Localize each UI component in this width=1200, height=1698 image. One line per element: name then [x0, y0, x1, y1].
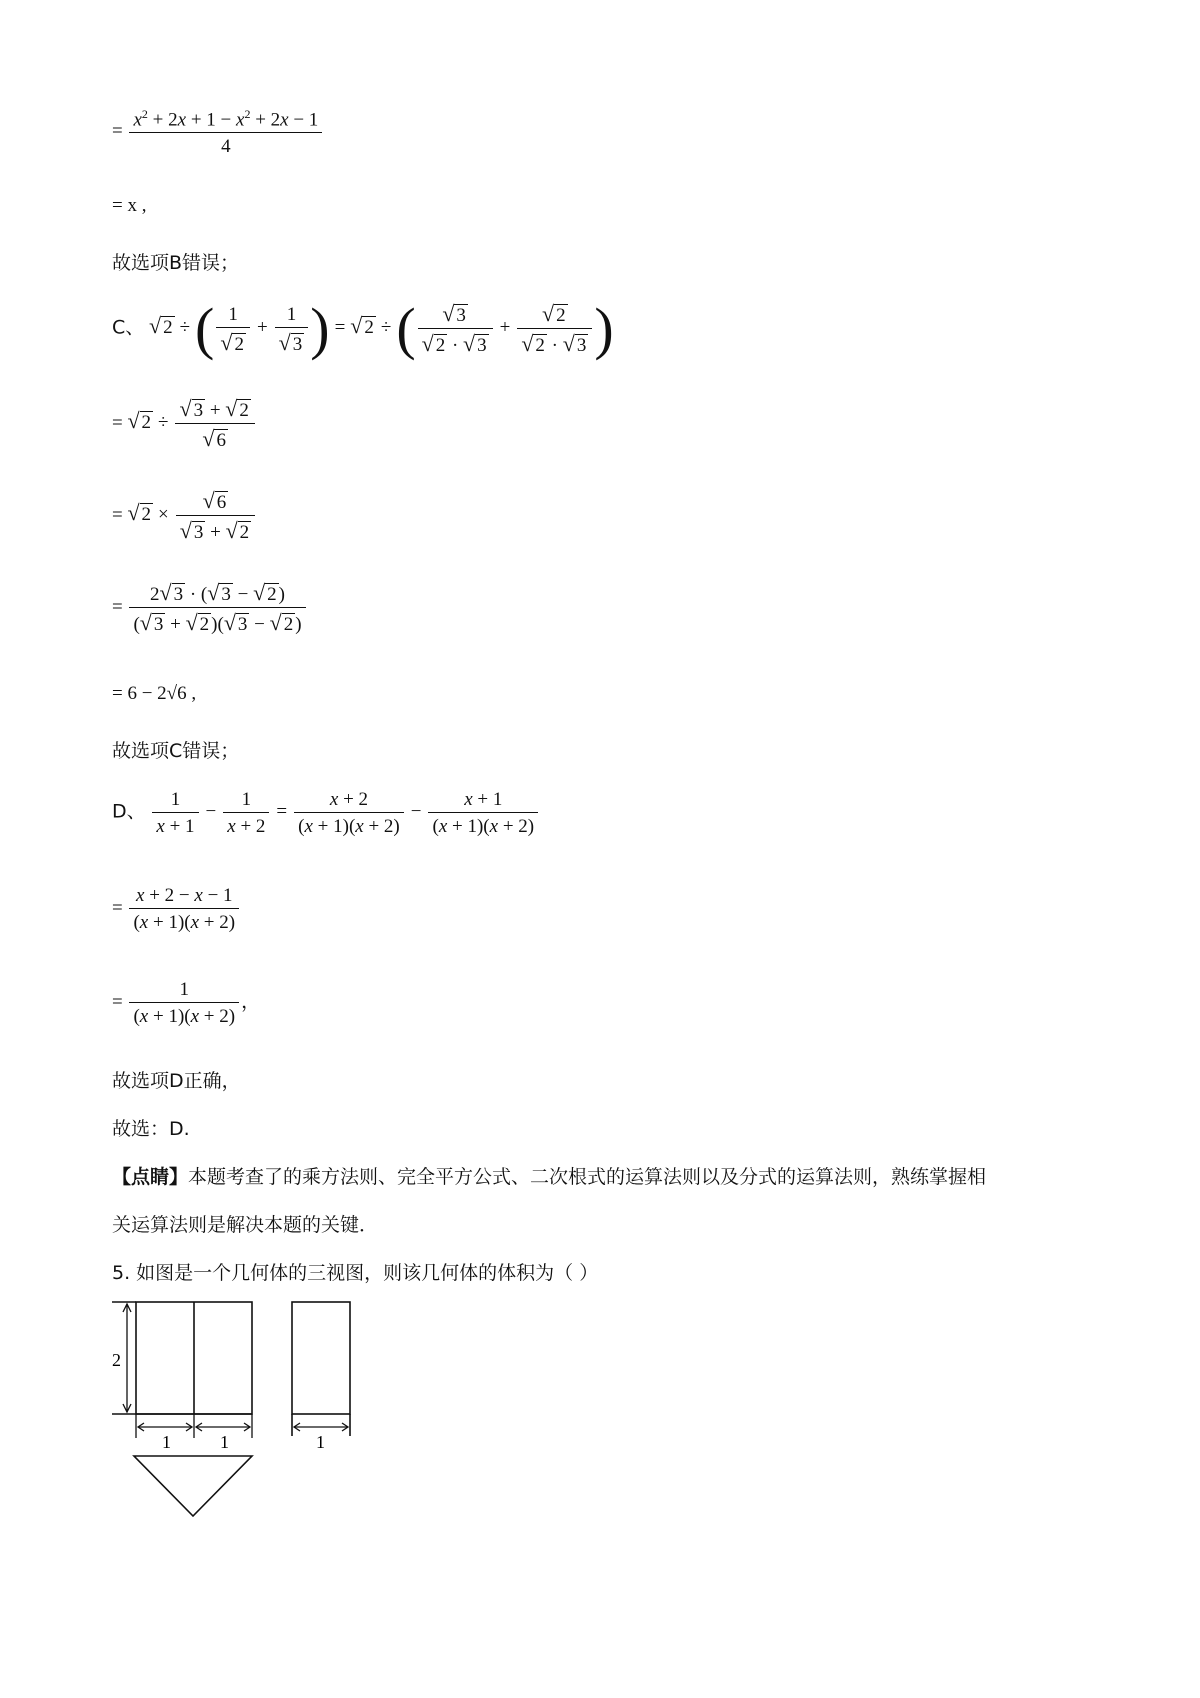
c-step-4: = $\frac{2√ 3 \cdot (√ 3 - √ 2 )}{(√ 3 + √ 2 )(√ 3 - √ 2 )}$	[112, 582, 308, 634]
c-label: C、	[112, 316, 145, 339]
top-view-triangle	[134, 1456, 252, 1516]
c-conclusion: 故选项C错误；	[112, 740, 240, 762]
c-step-2: = √ 2 ÷ $\frac{√ 3 + √ 2}{√ 6}$	[112, 398, 257, 450]
front-view	[112, 1302, 252, 1414]
b-conclusion: 故选项B错误；	[112, 252, 240, 274]
width-right-label: 1	[220, 1432, 229, 1452]
width-left-label: 1	[162, 1432, 171, 1452]
width-dimension	[136, 1414, 252, 1438]
height-label: 2	[112, 1350, 121, 1370]
b-result: = x ,	[112, 195, 147, 216]
three-view-figure	[112, 1290, 372, 1520]
d-step-1: D、 $\frac{1}{x + 1}$ − $\frac{1}{x + 2}$ = $\frac{x + 2}{(x + 1)(x + 2)}$ − $\frac{x + 1}{(x + 1)(x + 2)}$	[112, 790, 540, 836]
c-result: = 6 − 2√6 ,	[112, 683, 197, 704]
side-width-label: 1	[316, 1432, 325, 1452]
c-step-3: = √ 2 × $\frac{√ 6}{√ 3 + √ 2}$	[112, 490, 257, 542]
c-step-1: C、 √ 2 ÷( $\frac{1}{√ 2}$ + $\frac{1}{√ 3}$ ) = √ 2 ÷( $\frac{√ 3}{√ 2 \cdot √ 3}$ + $\frac{√ 2}{√ 2 \cdot √ 3}$ )	[112, 296, 614, 361]
d-step-2: = $\frac{x + 2 - x - 1}{(x + 1)(x + 2)}$	[112, 886, 241, 932]
side-view	[292, 1302, 350, 1436]
comment-tag: 【点睛】	[112, 1166, 189, 1188]
d-step-3: = $\frac{1}{(x + 1)(x + 2)}$ ，	[112, 979, 261, 1027]
d-conclusion: 故选项D正确，	[112, 1070, 241, 1092]
question-5: 5. 如图是一个几何体的三视图，则该几何体的体积为（ ）	[112, 1262, 599, 1284]
comment-line-1: 【点睛】本题考查了的乘方法则、完全平方公式、二次根式的运算法则以及分式的运算法则，熟练掌握相	[112, 1166, 987, 1188]
b-step-fraction: = $\frac{x^2 + 2x + 1 - x^2 + 2x - 1}{4}$	[112, 108, 324, 156]
comment-line-2: 关运算法则是解决本题的关键．	[112, 1214, 379, 1236]
height-dimension	[123, 1304, 131, 1412]
final-choice: 故选：D.	[112, 1118, 190, 1140]
d-label: D、	[112, 800, 146, 823]
